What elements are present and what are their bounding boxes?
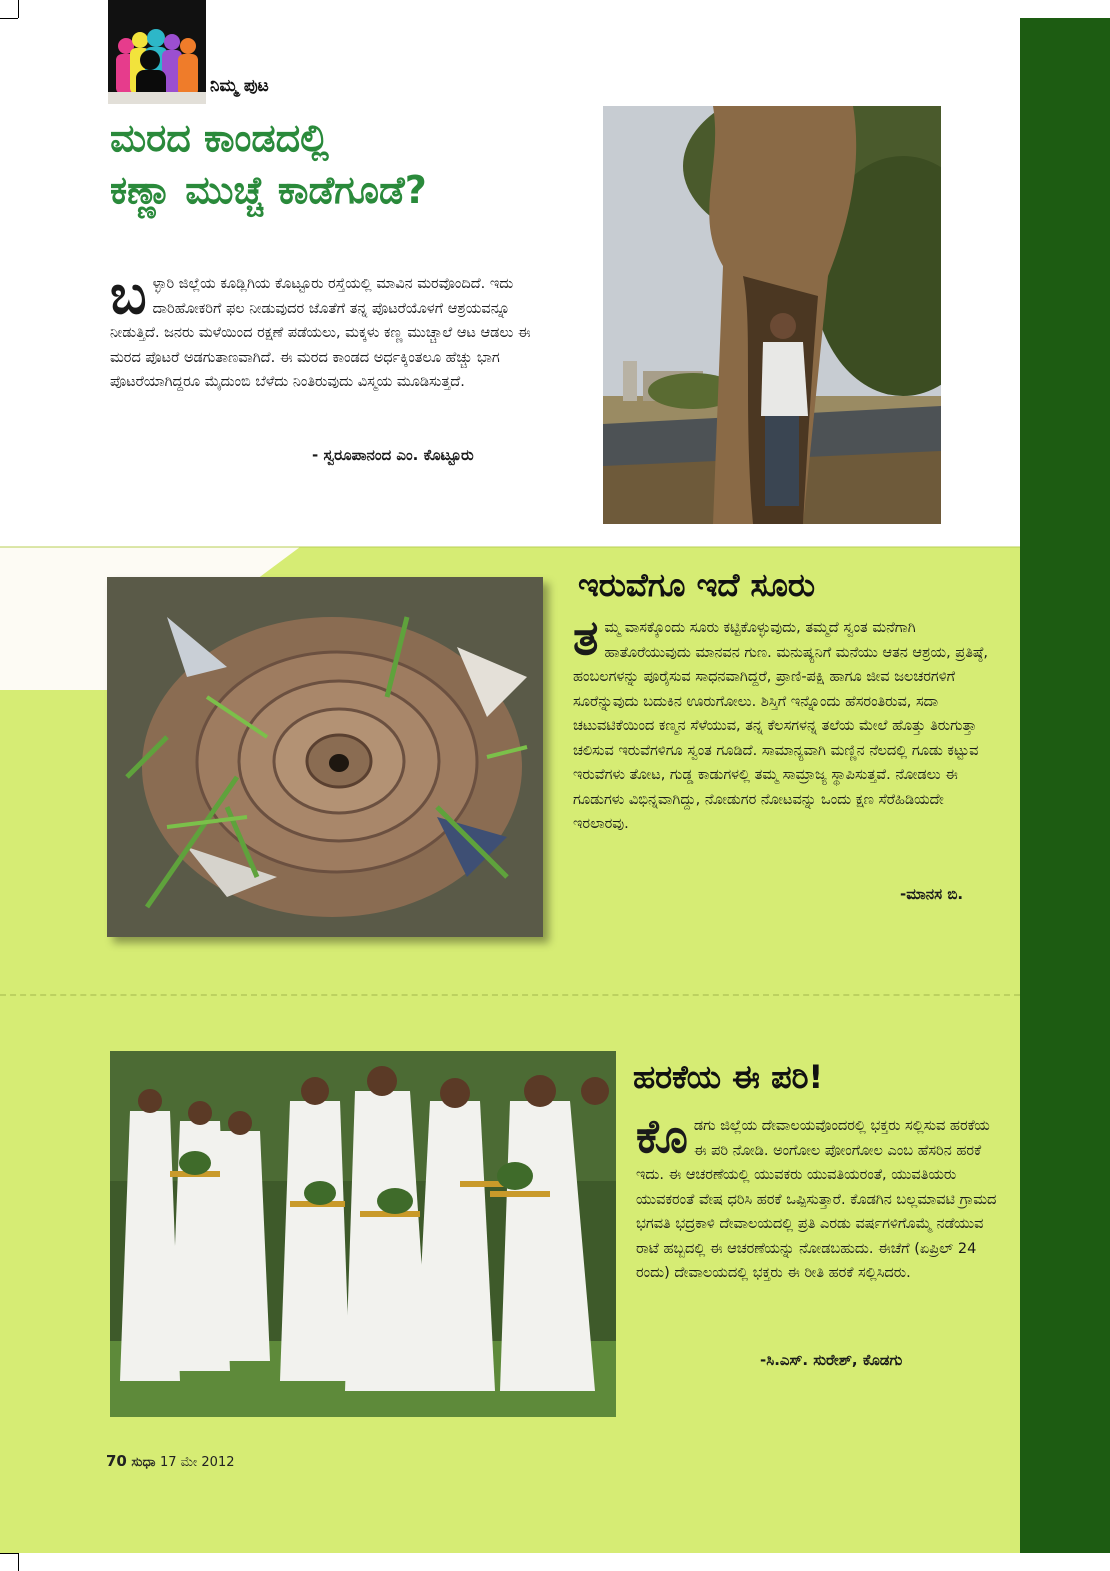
page-edge-bar [1020,18,1110,1553]
article3-body [636,1109,1001,1286]
section-divider [0,994,1020,996]
article3-byline: -ಸಿ.ಎಸ್. ಸುರೇಶ್, ಕೊಡಗು [760,1351,903,1369]
ant-nest-photo [107,577,543,937]
article3-title: ಹರಕೆಯ ಈ ಪರಿ! [633,1058,824,1096]
section-label: ನಿಮ್ಮ ಪುಟ [210,76,269,96]
article2-body [573,610,1003,837]
people-silhouettes-icon [108,0,206,104]
section-logo [108,0,206,104]
article1-dropcap: ಬ [110,263,147,326]
article1-byline: - ಸ್ವರೂಪಾನಂದ ಎಂ. ಕೊಟ್ಟೂರು [312,446,474,464]
article1-body [110,263,560,395]
tree-hollow-photo [603,106,941,524]
article2-text: ಮ್ಮ ವಾಸಕ್ಕೊಂದು ಸೂರು ಕಟ್ಟಿಕೊಳ್ಳುವುದು, ತಮ್ಮದೆ ಸ್ವಂತ ಮನೆಗಾಗಿ ಹಾತೊರೆಯುವುದು ಮಾನವನ ಗುಣ. ಮನುಷ್ಯನಿಗೆ ಮನೆಯು ಆತನ ಆಶ್ರಯ, ಪ್ರತಿಷ್ಠೆ, ಹಂಬಲಗಳನ್ನು ಪೂರೈಸುವ ಸಾಧನವಾಗಿದ್ದರೆ, ಪ್ರಾಣಿ-ಪಕ್ಷಿ ಹಾಗೂ ಜೀವ ಜಲಚರಗಳಿಗೆ ಸೂರೆನ್ನುವುದು ಬದುಕಿನ ಊರುಗೋಲು. ಶಿಸ್ತಿಗೆ ಇನ್ನೊಂದು ಹೆಸರಂತಿರುವ, ಸದಾ ಚಟುವಟಿಕೆಯಿಂದ ಕಣ್ಮನ ಸೆಳೆಯುವ, ತನ್ನ ಕೆಲಸಗಳನ್ನ ತಲೆಯ ಮೇಲೆ ಹೊತ್ತು ತಿರುಗುತ್ತಾ ಚಲಿಸುವ ಇರುವೆಗಳಿಗೂ ಸ್ವಂತ ಗೂಡಿದೆ. ಸಾಮಾನ್ಯವಾಗಿ ಮಣ್ಣಿನ ನೆಲದಲ್ಲಿ ಗೂಡು ಕಟ್ಟುವ ಇರುವೆಗಳು ತೋಟ, ಗುಡ್ಡ ಕಾಡುಗಳಲ್ಲಿ ತಮ್ಮ ಸಾಮ್ರಾಜ್ಯ ಸ್ಥಾಪಿಸುತ್ತವೆ. ನೋಡಲು ಈ ಗೂಡುಗಳು ವಿಭಿನ್ನವಾಗಿದ್ದು, ನೋಡುಗರ ನೋಟವನ್ನು ಒಂದು ಕ್ಷಣ ಸೆರೆಹಿಡಿಯದೇ ಇರಲಾರವು. [573,620,988,832]
page-number: 70 [106,1452,127,1470]
article1-title-line1: ಮರದ ಕಾಂಡದಲ್ಲಿ [110,116,329,160]
article3-text: ಡಗು ಜಿಲ್ಲೆಯ ದೇವಾಲಯವೊಂದರಲ್ಲಿ ಭಕ್ತರು ಸಲ್ಲಿಸುವ ಹರಕೆಯ ಈ ಪರಿ ನೋಡಿ. ಅಂಗೋಲ ಪೋಂಗೋಲ ಎಂಬ ಹೆಸರಿನ ಹರಕೆ ಇದು. ಈ ಆಚರಣೆಯಲ್ಲಿ ಯುವಕರು ಯುವತಿಯರಂತೆ, ಯುವತಿಯರು ಯುವಕರಂತೆ ವೇಷ ಧರಿಸಿ ಹರಕೆ ಒಪ್ಪಿಸುತ್ತಾರೆ. ಕೊಡಗಿನ ಬಲ್ಲಮಾವಟಿ ಗ್ರಾಮದ ಭಗವತಿ ಭದ್ರಕಾಳಿ ದೇವಾಲಯದಲ್ಲಿ ಪ್ರತಿ ಎರಡು ವರ್ಷಗಳಿಗೊಮ್ಮೆ ನಡೆಯುವ ರಾಟೆ ಹಬ್ಬದಲ್ಲಿ ಈ ಆಚರಣೆಯನ್ನು ನೋಡಬಹುದು. ಈಚೆಗೆ (ಏಪ್ರಿಲ್ 24 ರಂದು) ದೇವಾಲಯದಲ್ಲಿ ಭಕ್ತರು ಈ ರೀತಿ ಹರಕೆ ಸಲ್ಲಿಸಿದರು. [636,1118,997,1281]
article3-dropcap: ಕೊ [636,1109,688,1163]
article2-title: ಇರುವೆಗೂ ಇದೆ ಸೂರು [578,566,816,604]
article1-title-line2: ಕಣ್ಣಾ ಮುಚ್ಚೆ ಕಾಡೆಗೂಡೆ? [110,168,427,212]
issue-date: 17 ಮೇ 2012 [159,1455,235,1470]
devotees-photo [110,1051,616,1417]
magazine-name: ಸುಧಾ [131,1455,156,1470]
article2-dropcap: ತ [573,610,599,666]
article2-byline: -ಮಾನಸ ಬಿ. [900,885,964,903]
article1-text: ಳ್ಳಾರಿ ಜಿಲ್ಲೆಯ ಕೂಡ್ಲಿಗಿಯ ಕೊಟ್ಟೂರು ರಸ್ತೆಯಲ್ಲಿ ಮಾವಿನ ಮರವೊಂದಿದೆ. ಇದು ದಾರಿಹೋಕರಿಗೆ ಫಲ ನೀಡುವುದರ ಜೊತೆಗೆ ತನ್ನ ಪೊಟರೆಯೊಳಗೆ ಆಶ್ರಯವನ್ನೂ ನೀಡುತ್ತಿದೆ. ಜನರು ಮಳೆಯಿಂದ ರಕ್ಷಣೆ ಪಡೆಯಲು, ಮಕ್ಕಳು ಕಣ್ಣ ಮುಚ್ಚಾಲೆ ಆಟ ಆಡಲು ಈ ಮರದ ಪೊಟರೆ ಅಡಗುತಾಣವಾಗಿದೆ. ಈ ಮರದ ಕಾಂಡದ ಅರ್ಧಕ್ಕಿಂತಲೂ ಹೆಚ್ಚು ಭಾಗ ಪೊಟರೆಯಾಗಿದ್ದರೂ ಮೈದುಂಬಿ ಬೆಳೆದು ನಿಂತಿರುವುದು ವಿಸ್ಮಯ ಮೂಡಿಸುತ್ತದೆ. [110,276,531,390]
page-footer [106,1452,235,1470]
article1-headline [110,112,570,216]
